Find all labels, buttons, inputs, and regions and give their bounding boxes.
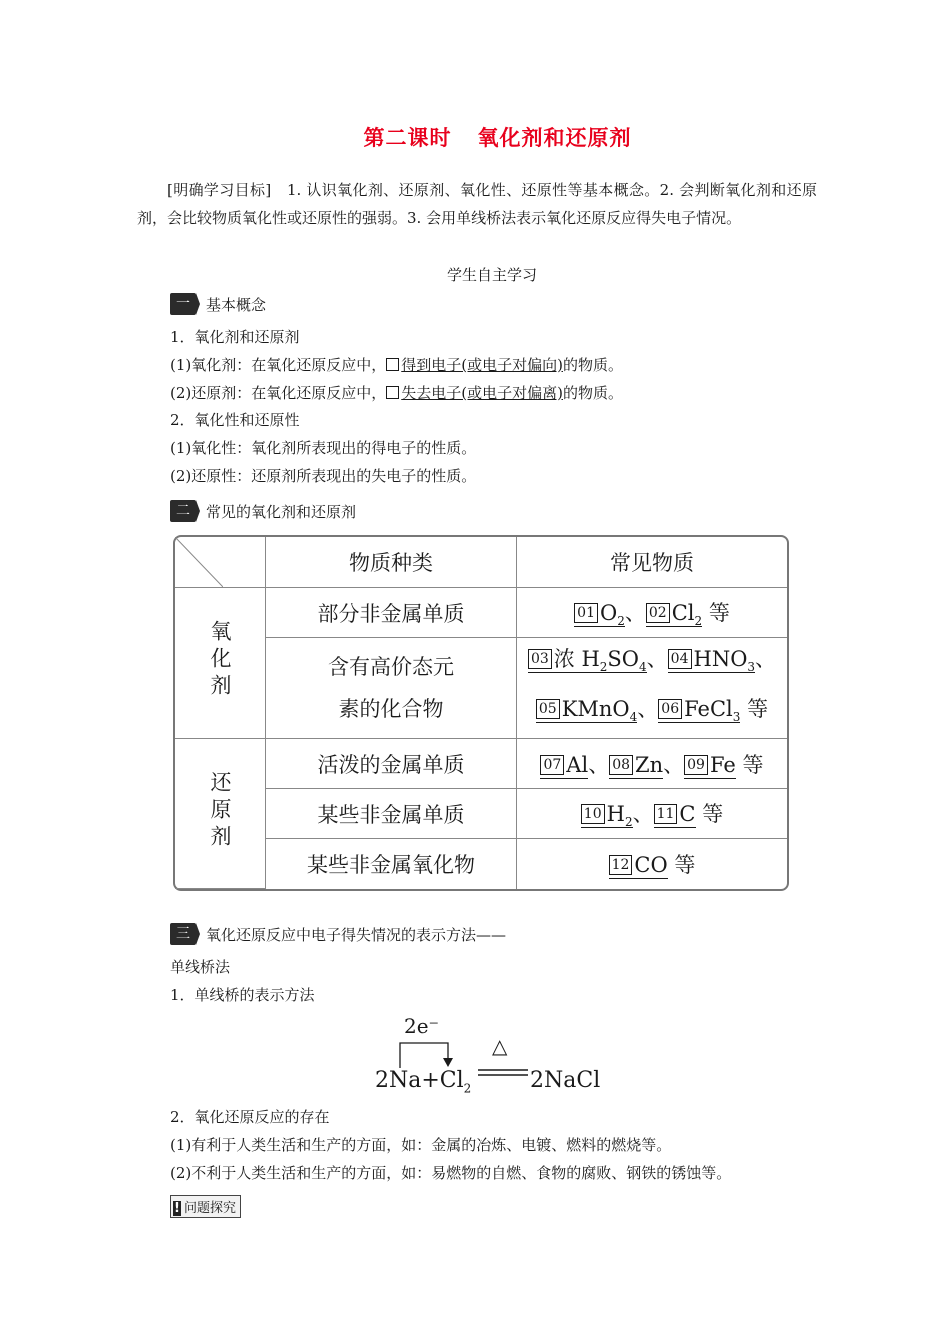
- reductant-definition: (2)还原剂：在氧化还原反应中， 失去电子(或电子对偏离)的物质。: [170, 384, 623, 402]
- table-row: [175, 789, 787, 839]
- oxidant-label-cell: 氧化剂: [175, 588, 266, 739]
- kind-cell: 某些非金属单质: [266, 789, 517, 839]
- reductant-label-cell: 还原剂: [175, 739, 266, 889]
- existence-good: (1)有利于人类生活和生产的方面，如：金属的冶炼、电镀、燃料的燃烧等。: [170, 1136, 672, 1154]
- bridge-subtitle: 单线桥法: [170, 958, 231, 976]
- section-3-badge: 三: [170, 923, 196, 945]
- table-header-row: [175, 537, 787, 588]
- oxidant-definition: (1)氧化剂：在氧化还原反应中， 得到电子(或电子对偏向)的物质。: [170, 356, 623, 374]
- agents-table: [173, 535, 789, 891]
- section-2-title: 常见的氧化剂和还原剂: [206, 502, 357, 521]
- examples-cell: 12 CO 等: [517, 839, 787, 889]
- single-bridge-equation: [370, 1010, 630, 1100]
- kind-cell: 某些非金属氧化物: [266, 839, 517, 889]
- diagonal-cell: [175, 537, 266, 588]
- existence-item-2: 2．氧化还原反应的存在: [170, 1108, 330, 1126]
- reductant-answer: 失去电子(或电子对偏离): [386, 384, 563, 402]
- kind-cell: 部分非金属单质: [266, 588, 517, 638]
- bridge-item-1: 1．单线桥的表示方法: [170, 986, 315, 1004]
- section-2-heading: [170, 500, 356, 522]
- oxidant-answer: 得到电子(或电子对偏向): [386, 356, 563, 374]
- section-2-badge: 二: [170, 500, 196, 522]
- table-row: [175, 839, 787, 889]
- section-1-badge: 一: [170, 293, 196, 315]
- blank-box-icon: [386, 386, 399, 399]
- concept-item-2: 2．氧化性和还原性: [170, 411, 300, 429]
- examples-cell: 10 $H_2$、 11 C 等: [517, 789, 787, 839]
- table-row: [175, 739, 787, 789]
- examples-cell: 07 Al、 08 Zn、 09 Fe 等: [517, 739, 787, 789]
- section-3-heading: [170, 923, 506, 945]
- header-kind: 物质种类: [266, 537, 517, 588]
- table-row: [175, 588, 787, 638]
- learning-objectives: [明确学习目标] 1. 认识氧化剂、还原剂、氧化性、还原性等基本概念。2. 会判断氧化剂和还原剂，会比较物质氧化性或还原性的强弱。3. 会用单线桥法表示氧化还原反应得失电子情况。: [137, 181, 817, 227]
- exclamation-icon: !: [174, 1201, 180, 1216]
- kind-cell: 活泼的金属单质: [266, 739, 517, 789]
- title-topic: 氧化剂和还原剂: [477, 126, 632, 150]
- oxidizing-property: (1)氧化性：氧化剂所表现出的得电子的性质。: [170, 439, 477, 457]
- section-heading: 学生自主学习: [446, 266, 537, 284]
- blank-box-icon: [386, 358, 399, 371]
- header-examples: 常见物质: [517, 537, 787, 588]
- section-3-title: 氧化还原反应中电子得失情况的表示方法——: [206, 925, 507, 944]
- section-1-title: 基本概念: [206, 295, 267, 314]
- heat-symbol: △: [492, 1034, 508, 1058]
- concept-item-1: 1．氧化剂和还原剂: [170, 328, 300, 346]
- kind-cell: 含有高价态元 素的化合物: [266, 638, 517, 739]
- examples-cell: 03 浓 $H_2SO_4$、 04 $HNO_3$、 05 KMnO$_4$、 06 FeCl$_3$ 等: [517, 638, 787, 739]
- table-row: [175, 638, 787, 739]
- problem-explore-badge: ! 问题探究: [170, 1195, 241, 1218]
- title-lesson: 第二课时: [363, 126, 452, 150]
- existence-bad: (2)不利于人类生活和生产的方面，如：易燃物的自燃、食物的腐败、钢铁的锈蚀等。: [170, 1164, 732, 1182]
- page-title: [0, 122, 950, 152]
- equation-right: 2NaCl: [530, 1068, 601, 1093]
- section-1-heading: [170, 293, 266, 315]
- reducing-property: (2)还原性：还原剂所表现出的失电子的性质。: [170, 467, 477, 485]
- equation-left: $2Na+Cl_2$: [375, 1068, 472, 1096]
- examples-cell: 01 $O_2$、 02 $Cl_2$ 等: [517, 588, 787, 638]
- electron-label: 2e⁻: [404, 1014, 440, 1038]
